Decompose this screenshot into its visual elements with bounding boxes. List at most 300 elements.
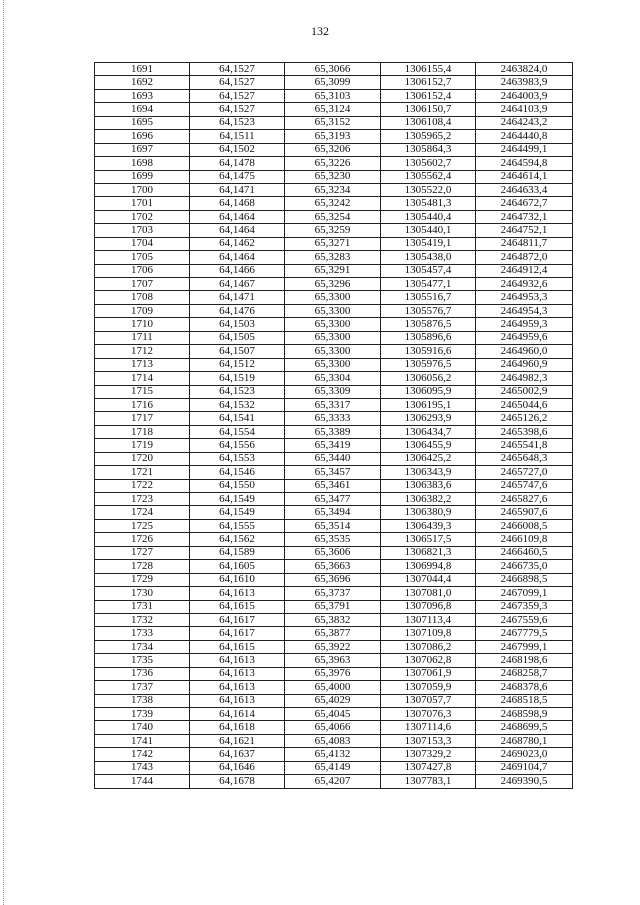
longitude-cell: 65,4066	[285, 721, 381, 734]
left-margin-line	[3, 0, 4, 905]
latitude-cell: 64,1466	[190, 264, 285, 277]
x-coordinate-cell: 1306195,1	[381, 398, 476, 411]
y-coordinate-cell: 2466460,5	[476, 546, 573, 559]
table-row	[95, 493, 573, 506]
y-coordinate-cell: 2467359,3	[476, 600, 573, 613]
longitude-cell: 65,3271	[285, 237, 381, 250]
point-number-cell: 1706	[95, 264, 190, 277]
x-coordinate-cell: 1305440,1	[381, 224, 476, 237]
y-coordinate-cell: 2465044,6	[476, 398, 573, 411]
x-coordinate-cell: 1306152,4	[381, 89, 476, 102]
latitude-cell: 64,1532	[190, 398, 285, 411]
table-row	[95, 331, 573, 344]
table-row	[95, 439, 573, 452]
table-row	[95, 143, 573, 156]
longitude-cell: 65,3230	[285, 170, 381, 183]
longitude-cell: 65,3333	[285, 412, 381, 425]
point-number-cell: 1739	[95, 708, 190, 721]
longitude-cell: 65,3259	[285, 224, 381, 237]
point-number-cell: 1715	[95, 385, 190, 398]
table-row	[95, 63, 573, 76]
longitude-cell: 65,3606	[285, 546, 381, 559]
point-number-cell: 1724	[95, 506, 190, 519]
y-coordinate-cell: 2464499,1	[476, 143, 573, 156]
table-row	[95, 183, 573, 196]
latitude-cell: 64,1610	[190, 573, 285, 586]
latitude-cell: 64,1562	[190, 533, 285, 546]
longitude-cell: 65,3242	[285, 197, 381, 210]
table-row	[95, 694, 573, 707]
latitude-cell: 64,1613	[190, 681, 285, 694]
latitude-cell: 64,1468	[190, 197, 285, 210]
longitude-cell: 65,4083	[285, 734, 381, 747]
latitude-cell: 64,1519	[190, 372, 285, 385]
point-number-cell: 1698	[95, 157, 190, 170]
table-row	[95, 372, 573, 385]
latitude-cell: 64,1471	[190, 291, 285, 304]
table-body	[95, 63, 573, 789]
x-coordinate-cell: 1305481,3	[381, 197, 476, 210]
y-coordinate-cell: 2466898,5	[476, 573, 573, 586]
y-coordinate-cell: 2464614,1	[476, 170, 573, 183]
x-coordinate-cell: 1305477,1	[381, 278, 476, 291]
x-coordinate-cell: 1307076,3	[381, 708, 476, 721]
table-row	[95, 452, 573, 465]
table-row	[95, 519, 573, 532]
y-coordinate-cell: 2468598,9	[476, 708, 573, 721]
point-number-cell: 1722	[95, 479, 190, 492]
table-row	[95, 89, 573, 102]
point-number-cell: 1727	[95, 546, 190, 559]
y-coordinate-cell: 2465398,6	[476, 425, 573, 438]
point-number-cell: 1701	[95, 197, 190, 210]
x-coordinate-cell: 1307081,0	[381, 587, 476, 600]
point-number-cell: 1741	[95, 734, 190, 747]
latitude-cell: 64,1507	[190, 345, 285, 358]
x-coordinate-cell: 1306434,7	[381, 425, 476, 438]
latitude-cell: 64,1549	[190, 506, 285, 519]
point-number-cell: 1714	[95, 372, 190, 385]
longitude-cell: 65,3300	[285, 345, 381, 358]
x-coordinate-cell: 1306439,3	[381, 519, 476, 532]
point-number-cell: 1728	[95, 560, 190, 573]
latitude-cell: 64,1527	[190, 76, 285, 89]
y-coordinate-cell: 2467099,1	[476, 587, 573, 600]
table-row	[95, 466, 573, 479]
y-coordinate-cell: 2465002,9	[476, 385, 573, 398]
longitude-cell: 65,3283	[285, 251, 381, 264]
longitude-cell: 65,3477	[285, 493, 381, 506]
point-number-cell: 1704	[95, 237, 190, 250]
x-coordinate-cell: 1306380,9	[381, 506, 476, 519]
x-coordinate-cell: 1306994,8	[381, 560, 476, 573]
x-coordinate-cell: 1305522,0	[381, 183, 476, 196]
x-coordinate-cell: 1306821,3	[381, 546, 476, 559]
latitude-cell: 64,1527	[190, 89, 285, 102]
latitude-cell: 64,1464	[190, 251, 285, 264]
y-coordinate-cell: 2464959,3	[476, 318, 573, 331]
y-coordinate-cell: 2464732,1	[476, 210, 573, 223]
latitude-cell: 64,1527	[190, 63, 285, 76]
latitude-cell: 64,1617	[190, 627, 285, 640]
table-row	[95, 479, 573, 492]
point-number-cell: 1702	[95, 210, 190, 223]
table-row	[95, 721, 573, 734]
longitude-cell: 65,3300	[285, 304, 381, 317]
latitude-cell: 64,1646	[190, 761, 285, 774]
latitude-cell: 64,1553	[190, 452, 285, 465]
longitude-cell: 65,3461	[285, 479, 381, 492]
point-number-cell: 1733	[95, 627, 190, 640]
point-number-cell: 1735	[95, 654, 190, 667]
latitude-cell: 64,1621	[190, 734, 285, 747]
latitude-cell: 64,1613	[190, 667, 285, 680]
x-coordinate-cell: 1307057,7	[381, 694, 476, 707]
table-row	[95, 734, 573, 747]
x-coordinate-cell: 1306343,9	[381, 466, 476, 479]
longitude-cell: 65,3535	[285, 533, 381, 546]
x-coordinate-cell: 1305419,1	[381, 237, 476, 250]
latitude-cell: 64,1475	[190, 170, 285, 183]
latitude-cell: 64,1615	[190, 600, 285, 613]
x-coordinate-cell: 1306382,2	[381, 493, 476, 506]
table-row	[95, 278, 573, 291]
y-coordinate-cell: 2465747,6	[476, 479, 573, 492]
x-coordinate-cell: 1306056,2	[381, 372, 476, 385]
latitude-cell: 64,1554	[190, 425, 285, 438]
latitude-cell: 64,1589	[190, 546, 285, 559]
table-row	[95, 116, 573, 129]
point-number-cell: 1719	[95, 439, 190, 452]
x-coordinate-cell: 1306095,9	[381, 385, 476, 398]
point-number-cell: 1711	[95, 331, 190, 344]
x-coordinate-cell: 1305438,0	[381, 251, 476, 264]
longitude-cell: 65,3494	[285, 506, 381, 519]
point-number-cell: 1691	[95, 63, 190, 76]
x-coordinate-cell: 1305457,4	[381, 264, 476, 277]
longitude-cell: 65,3419	[285, 439, 381, 452]
y-coordinate-cell: 2464811,7	[476, 237, 573, 250]
longitude-cell: 65,3300	[285, 291, 381, 304]
point-number-cell: 1692	[95, 76, 190, 89]
longitude-cell: 65,3389	[285, 425, 381, 438]
x-coordinate-cell: 1306383,6	[381, 479, 476, 492]
point-number-cell: 1744	[95, 775, 190, 788]
table-row	[95, 103, 573, 116]
longitude-cell: 65,3291	[285, 264, 381, 277]
x-coordinate-cell: 1307086,2	[381, 640, 476, 653]
latitude-cell: 64,1476	[190, 304, 285, 317]
latitude-cell: 64,1605	[190, 560, 285, 573]
x-coordinate-cell: 1307783,1	[381, 775, 476, 788]
longitude-cell: 65,3300	[285, 318, 381, 331]
x-coordinate-cell: 1305965,2	[381, 130, 476, 143]
y-coordinate-cell: 2466008,5	[476, 519, 573, 532]
y-coordinate-cell: 2464103,9	[476, 103, 573, 116]
table-row	[95, 627, 573, 640]
longitude-cell: 65,3663	[285, 560, 381, 573]
table-row	[95, 304, 573, 317]
x-coordinate-cell: 1307059,9	[381, 681, 476, 694]
y-coordinate-cell: 2468378,6	[476, 681, 573, 694]
latitude-cell: 64,1523	[190, 116, 285, 129]
table-row	[95, 761, 573, 774]
y-coordinate-cell: 2467999,1	[476, 640, 573, 653]
longitude-cell: 65,4029	[285, 694, 381, 707]
latitude-cell: 64,1555	[190, 519, 285, 532]
longitude-cell: 65,3152	[285, 116, 381, 129]
table-row	[95, 546, 573, 559]
point-number-cell: 1731	[95, 600, 190, 613]
y-coordinate-cell: 2464953,3	[476, 291, 573, 304]
table-row	[95, 398, 573, 411]
point-number-cell: 1726	[95, 533, 190, 546]
x-coordinate-cell: 1305896,6	[381, 331, 476, 344]
point-number-cell: 1743	[95, 761, 190, 774]
longitude-cell: 65,3737	[285, 587, 381, 600]
point-number-cell: 1740	[95, 721, 190, 734]
latitude-cell: 64,1467	[190, 278, 285, 291]
y-coordinate-cell: 2464752,1	[476, 224, 573, 237]
table-row	[95, 587, 573, 600]
latitude-cell: 64,1464	[190, 210, 285, 223]
longitude-cell: 65,3457	[285, 466, 381, 479]
latitude-cell: 64,1613	[190, 654, 285, 667]
x-coordinate-cell: 1306455,9	[381, 439, 476, 452]
longitude-cell: 65,4045	[285, 708, 381, 721]
x-coordinate-cell: 1305876,5	[381, 318, 476, 331]
longitude-cell: 65,4207	[285, 775, 381, 788]
x-coordinate-cell: 1307114,6	[381, 721, 476, 734]
x-coordinate-cell: 1305916,6	[381, 345, 476, 358]
table-row	[95, 506, 573, 519]
latitude-cell: 64,1546	[190, 466, 285, 479]
y-coordinate-cell: 2467559,6	[476, 613, 573, 626]
point-number-cell: 1703	[95, 224, 190, 237]
longitude-cell: 65,4000	[285, 681, 381, 694]
y-coordinate-cell: 2464954,3	[476, 304, 573, 317]
y-coordinate-cell: 2464440,8	[476, 130, 573, 143]
table-row	[95, 237, 573, 250]
longitude-cell: 65,3791	[285, 600, 381, 613]
x-coordinate-cell: 1307096,8	[381, 600, 476, 613]
table-row	[95, 224, 573, 237]
x-coordinate-cell: 1305976,5	[381, 358, 476, 371]
table-row	[95, 560, 573, 573]
point-number-cell: 1697	[95, 143, 190, 156]
point-number-cell: 1693	[95, 89, 190, 102]
x-coordinate-cell: 1307109,8	[381, 627, 476, 640]
table-row	[95, 264, 573, 277]
point-number-cell: 1723	[95, 493, 190, 506]
point-number-cell: 1718	[95, 425, 190, 438]
x-coordinate-cell: 1305864,3	[381, 143, 476, 156]
longitude-cell: 65,3440	[285, 452, 381, 465]
point-number-cell: 1717	[95, 412, 190, 425]
x-coordinate-cell: 1307427,8	[381, 761, 476, 774]
longitude-cell: 65,3206	[285, 143, 381, 156]
table-row	[95, 358, 573, 371]
x-coordinate-cell: 1307062,8	[381, 654, 476, 667]
point-number-cell: 1694	[95, 103, 190, 116]
longitude-cell: 65,3066	[285, 63, 381, 76]
table-row	[95, 748, 573, 761]
y-coordinate-cell: 2468518,5	[476, 694, 573, 707]
y-coordinate-cell: 2464982,3	[476, 372, 573, 385]
point-number-cell: 1712	[95, 345, 190, 358]
point-number-cell: 1742	[95, 748, 190, 761]
longitude-cell: 65,3922	[285, 640, 381, 653]
table-row	[95, 197, 573, 210]
table-row	[95, 573, 573, 586]
y-coordinate-cell: 2464633,4	[476, 183, 573, 196]
table-row	[95, 345, 573, 358]
y-coordinate-cell: 2463824,0	[476, 63, 573, 76]
longitude-cell: 65,3099	[285, 76, 381, 89]
y-coordinate-cell: 2464672,7	[476, 197, 573, 210]
y-coordinate-cell: 2463983,9	[476, 76, 573, 89]
table-row	[95, 412, 573, 425]
longitude-cell: 65,3514	[285, 519, 381, 532]
y-coordinate-cell: 2464594,8	[476, 157, 573, 170]
x-coordinate-cell: 1306293,9	[381, 412, 476, 425]
y-coordinate-cell: 2469104,7	[476, 761, 573, 774]
latitude-cell: 64,1617	[190, 613, 285, 626]
longitude-cell: 65,3317	[285, 398, 381, 411]
x-coordinate-cell: 1306150,7	[381, 103, 476, 116]
longitude-cell: 65,3963	[285, 654, 381, 667]
y-coordinate-cell: 2465648,3	[476, 452, 573, 465]
table-row	[95, 533, 573, 546]
table-row	[95, 667, 573, 680]
y-coordinate-cell: 2468258,7	[476, 667, 573, 680]
y-coordinate-cell: 2464243,2	[476, 116, 573, 129]
point-number-cell: 1699	[95, 170, 190, 183]
longitude-cell: 65,3696	[285, 573, 381, 586]
x-coordinate-cell: 1307113,4	[381, 613, 476, 626]
latitude-cell: 64,1471	[190, 183, 285, 196]
point-number-cell: 1705	[95, 251, 190, 264]
point-number-cell: 1708	[95, 291, 190, 304]
latitude-cell: 64,1614	[190, 708, 285, 721]
latitude-cell: 64,1503	[190, 318, 285, 331]
point-number-cell: 1730	[95, 587, 190, 600]
latitude-cell: 64,1527	[190, 103, 285, 116]
y-coordinate-cell: 2468198,6	[476, 654, 573, 667]
y-coordinate-cell: 2468699,5	[476, 721, 573, 734]
y-coordinate-cell: 2466735,0	[476, 560, 573, 573]
x-coordinate-cell: 1305440,4	[381, 210, 476, 223]
latitude-cell: 64,1502	[190, 143, 285, 156]
x-coordinate-cell: 1306108,4	[381, 116, 476, 129]
latitude-cell: 64,1615	[190, 640, 285, 653]
point-number-cell: 1700	[95, 183, 190, 196]
table-row	[95, 600, 573, 613]
longitude-cell: 65,3877	[285, 627, 381, 640]
x-coordinate-cell: 1306152,7	[381, 76, 476, 89]
table-row	[95, 291, 573, 304]
longitude-cell: 65,3976	[285, 667, 381, 680]
latitude-cell: 64,1637	[190, 748, 285, 761]
table-row	[95, 76, 573, 89]
x-coordinate-cell: 1307061,9	[381, 667, 476, 680]
point-number-cell: 1695	[95, 116, 190, 129]
y-coordinate-cell: 2464872,0	[476, 251, 573, 264]
table-row	[95, 681, 573, 694]
point-number-cell: 1710	[95, 318, 190, 331]
latitude-cell: 64,1541	[190, 412, 285, 425]
y-coordinate-cell: 2465541,8	[476, 439, 573, 452]
point-number-cell: 1736	[95, 667, 190, 680]
point-number-cell: 1721	[95, 466, 190, 479]
x-coordinate-cell: 1307044,4	[381, 573, 476, 586]
table-row	[95, 775, 573, 788]
latitude-cell: 64,1478	[190, 157, 285, 170]
y-coordinate-cell: 2469023,0	[476, 748, 573, 761]
point-number-cell: 1713	[95, 358, 190, 371]
x-coordinate-cell: 1306155,4	[381, 63, 476, 76]
longitude-cell: 65,3226	[285, 157, 381, 170]
table-row	[95, 708, 573, 721]
coordinates-table	[94, 62, 573, 789]
latitude-cell: 64,1464	[190, 224, 285, 237]
latitude-cell: 64,1505	[190, 331, 285, 344]
latitude-cell: 64,1618	[190, 721, 285, 734]
y-coordinate-cell: 2465827,6	[476, 493, 573, 506]
latitude-cell: 64,1556	[190, 439, 285, 452]
x-coordinate-cell: 1305516,7	[381, 291, 476, 304]
latitude-cell: 64,1613	[190, 587, 285, 600]
table-row	[95, 425, 573, 438]
point-number-cell: 1732	[95, 613, 190, 626]
longitude-cell: 65,3300	[285, 331, 381, 344]
point-number-cell: 1729	[95, 573, 190, 586]
longitude-cell: 65,4149	[285, 761, 381, 774]
x-coordinate-cell: 1305602,7	[381, 157, 476, 170]
point-number-cell: 1707	[95, 278, 190, 291]
x-coordinate-cell: 1306517,5	[381, 533, 476, 546]
latitude-cell: 64,1512	[190, 358, 285, 371]
y-coordinate-cell: 2466109,8	[476, 533, 573, 546]
point-number-cell: 1696	[95, 130, 190, 143]
point-number-cell: 1738	[95, 694, 190, 707]
y-coordinate-cell: 2467779,5	[476, 627, 573, 640]
y-coordinate-cell: 2464959,6	[476, 331, 573, 344]
table-row	[95, 640, 573, 653]
y-coordinate-cell: 2468780,1	[476, 734, 573, 747]
table-row	[95, 157, 573, 170]
latitude-cell: 64,1550	[190, 479, 285, 492]
y-coordinate-cell: 2465727,0	[476, 466, 573, 479]
longitude-cell: 65,3193	[285, 130, 381, 143]
y-coordinate-cell: 2469390,5	[476, 775, 573, 788]
table-row	[95, 385, 573, 398]
x-coordinate-cell: 1305576,7	[381, 304, 476, 317]
latitude-cell: 64,1462	[190, 237, 285, 250]
y-coordinate-cell: 2465126,2	[476, 412, 573, 425]
y-coordinate-cell: 2464960,0	[476, 345, 573, 358]
latitude-cell: 64,1523	[190, 385, 285, 398]
point-number-cell: 1725	[95, 519, 190, 532]
table-row	[95, 613, 573, 626]
longitude-cell: 65,3309	[285, 385, 381, 398]
table-row	[95, 318, 573, 331]
longitude-cell: 65,3124	[285, 103, 381, 116]
y-coordinate-cell: 2465907,6	[476, 506, 573, 519]
x-coordinate-cell: 1307329,2	[381, 748, 476, 761]
longitude-cell: 65,3254	[285, 210, 381, 223]
longitude-cell: 65,3304	[285, 372, 381, 385]
